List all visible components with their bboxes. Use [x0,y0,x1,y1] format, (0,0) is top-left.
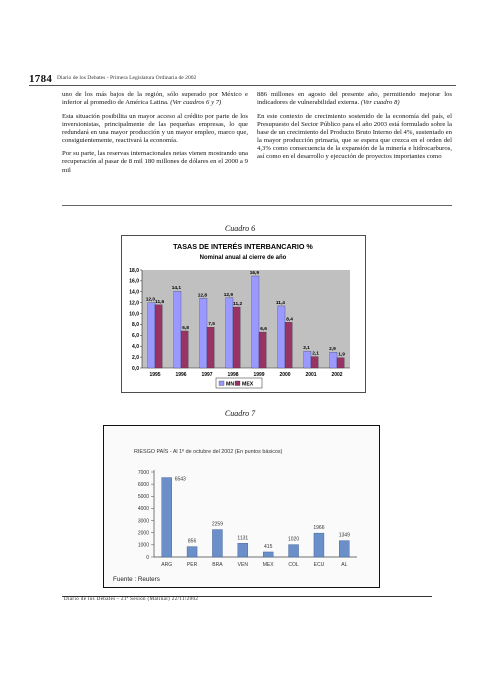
chart-title: RIESGO PAÍS - Al 1º de octubre del 2002 (En puntos básicos) [134,449,283,455]
paragraph-text: 886 millones en agosto del presente año, permitiendo mejorar los indicadores de vulnerabilidad externa. [257,91,452,107]
bar-ven [238,543,248,557]
header-rule [29,85,456,86]
x-tick-label: 2002 [331,372,343,378]
data-label: 1349 [338,532,350,539]
data-label: 2259 [211,521,223,528]
table-reference: (Ver cuadro 8) [360,99,400,107]
data-label: 12,0 [145,297,156,303]
paragraph-text: uno de los más bajos de la región, sólo superado por México e inferior al promedio de América Latina. [62,91,248,107]
legend-swatch-mex [235,381,240,386]
bar-mex [337,358,344,368]
chart-title: TASAS DE INTERÉS INTERBANCARIO % [173,242,313,251]
bar-mex [285,322,292,368]
paragraph [62,91,248,107]
x-tick-label: ARG [161,562,173,568]
y-tick-label: 6000 [137,481,149,488]
x-tick-label: BRA [212,562,223,568]
data-label: 12,8 [197,293,208,299]
y-tick-label: 0,0 [132,365,139,372]
bar-mn [226,298,233,368]
publication-title: Diario de los Debates - Primera Legislatura Ordinaria de 2002 [57,75,197,81]
legend-label-mex: MEX [242,381,254,388]
bar-per [187,547,197,557]
caption-cuadro-7: Cuadro 7 [224,409,256,418]
x-tick-label: 2000 [279,372,291,378]
country-risk-chart [103,425,380,588]
y-tick-label: 14,0 [129,289,139,296]
bar-mex [155,305,162,368]
x-tick-label: 2001 [305,372,317,378]
y-tick-label: 6,0 [132,333,139,340]
left-text-column [62,91,248,180]
data-label: 1966 [313,525,325,532]
data-label: 14,1 [171,286,182,292]
x-tick-label: 1999 [253,372,265,378]
paragraph: En este contexto de crecimiento sostenido de la economía del país, el Presupuesto del Sector Público para el año 2003 está formulado sobre la base de un crecimiento del Producto Bruto Interno del 4%, sustentado en la mayor producción primaria, que se espera que crezca en el orden del 4,3% como consecuencia de la expansión de la minería e hidrocarburos, así como en el desarrollo y ejecución de proyectos importantes como [257,112,452,161]
x-tick-label: COL [288,562,299,568]
data-label: 11,2 [233,302,243,308]
bar-mn [174,291,181,368]
data-label: 2,1 [312,351,319,357]
paragraph: Por su parte, las reservas internacionales netas vienen mostrando una recuperación al pasar de 8 mil 180 millones de dólares en el 2000 a 9 mil [62,150,248,174]
y-tick-label: 12,0 [129,300,139,307]
legend-label-mn: MN [226,381,235,388]
data-label: 2,9 [329,347,336,353]
chart-subtitle: Nominal anual al cierre de año [199,255,287,261]
bar-mex [207,327,214,368]
data-label: 1020 [288,536,300,543]
bar-mex [259,332,266,368]
paragraph: Esta situación posibilita un mayor acceso al crédito por parte de los inversionistas, principalmente de las pequeñas empresas, lo que redundará en una mayor producción y un mayor empleo, marco que, consiguientemente, reactivará la economía. [62,112,248,144]
bar-mn [148,303,155,368]
bar-mn [252,276,259,368]
data-label: 6543 [174,476,186,483]
paragraph [257,91,452,107]
bar-mex [233,307,240,368]
data-label: 415 [264,543,273,550]
data-label: 3,1 [303,346,310,352]
chart-legend [216,378,262,388]
y-tick-label: 5000 [137,494,149,501]
data-label: 1,9 [338,352,345,358]
data-label: 11,6 [155,299,165,305]
bar-col [289,545,299,557]
caption-cuadro-6: Cuadro 6 [224,224,256,233]
x-tick-label: VEN [237,562,248,568]
legend-swatch-mn [219,381,224,386]
bar-ecu [314,533,324,557]
bar-mex [311,357,318,368]
x-tick-label: ECU [313,562,325,568]
y-tick-label: 0 [146,554,149,561]
y-tick-label: 7000 [137,469,149,476]
x-tick-label: 1996 [175,372,187,378]
bar-mex [263,552,273,557]
data-label: 856 [187,538,197,545]
y-tick-label: 1000 [137,542,149,549]
bar-mn [304,351,311,368]
table-reference: (Ver cuadros 6 y 7) [170,99,222,107]
bar-mn [330,352,337,368]
data-label: 6,6 [260,327,267,333]
data-label: 8,4 [286,317,293,323]
y-tick-label: 4000 [137,506,149,513]
x-tick-label: AL [341,562,348,568]
y-tick-label: 2000 [137,530,149,537]
data-label: 16,9 [249,270,260,276]
y-tick-label: 10,0 [129,311,139,318]
y-tick-label: 16,0 [129,278,139,285]
bar-mn [278,306,285,368]
y-tick-label: 2,0 [132,354,139,361]
bar-arg [162,478,172,557]
footer-text: Diario de los Debates - 21ª Sesión (Matinal) 22/11/2002 [64,597,199,602]
x-tick-label: PER [186,562,198,568]
y-tick-label: 4,0 [132,344,139,351]
data-label: 12,9 [223,292,234,298]
bar-mex [181,331,188,368]
x-tick-label: MEX [262,562,274,568]
bar-al [339,541,349,557]
data-label: 6,8 [182,325,189,331]
chart-source: Fuente : Reuters [113,576,160,583]
column-bottom-rule [62,205,452,206]
y-tick-label: 8,0 [132,322,139,329]
data-label: 7,5 [208,322,215,328]
x-tick-label: 1997 [201,372,213,378]
interest-rate-chart [121,235,366,393]
right-text-column [257,91,452,167]
x-tick-label: 1998 [227,372,239,378]
data-label: 11,4 [275,300,285,306]
data-label: 1131 [237,535,249,542]
bar-bra [212,530,222,557]
y-tick-label: 18,0 [129,267,139,274]
x-tick-label: 1995 [149,372,161,378]
page-number: 1784 [29,73,53,85]
y-tick-label: 3000 [137,518,149,525]
bar-mn [200,298,207,368]
